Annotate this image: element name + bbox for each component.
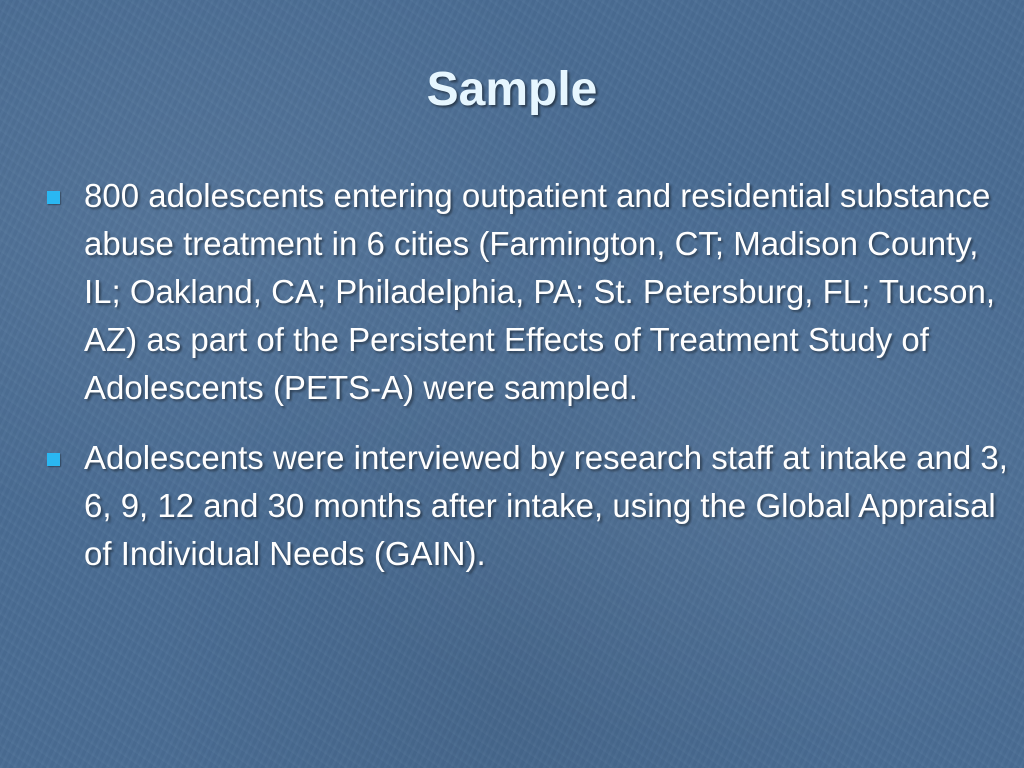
bullet-text: Adolescents were interviewed by research staff at intake and 3, 6, 9, 12 and 30 months after intake, using the Global Appraisal of Individual Needs (GAIN). [84,439,1008,572]
bullet-list [44,172,1014,600]
square-bullet-icon [47,191,60,204]
bullet-item [44,172,1014,412]
bullet-item [44,434,1014,578]
square-bullet-icon [47,453,60,466]
slide-title: Sample [426,63,598,116]
bullet-text: 800 adolescents entering outpatient and residential substance abuse treatment in 6 cities (Farmington, CT; Madison County, IL; Oakland, CA; Philadelphia, PA; St. Petersburg, FL; Tucson, AZ) as part of the Persistent Effects of Treatment Study of Adolescents (PETS-A) were sampled. [84,177,996,406]
